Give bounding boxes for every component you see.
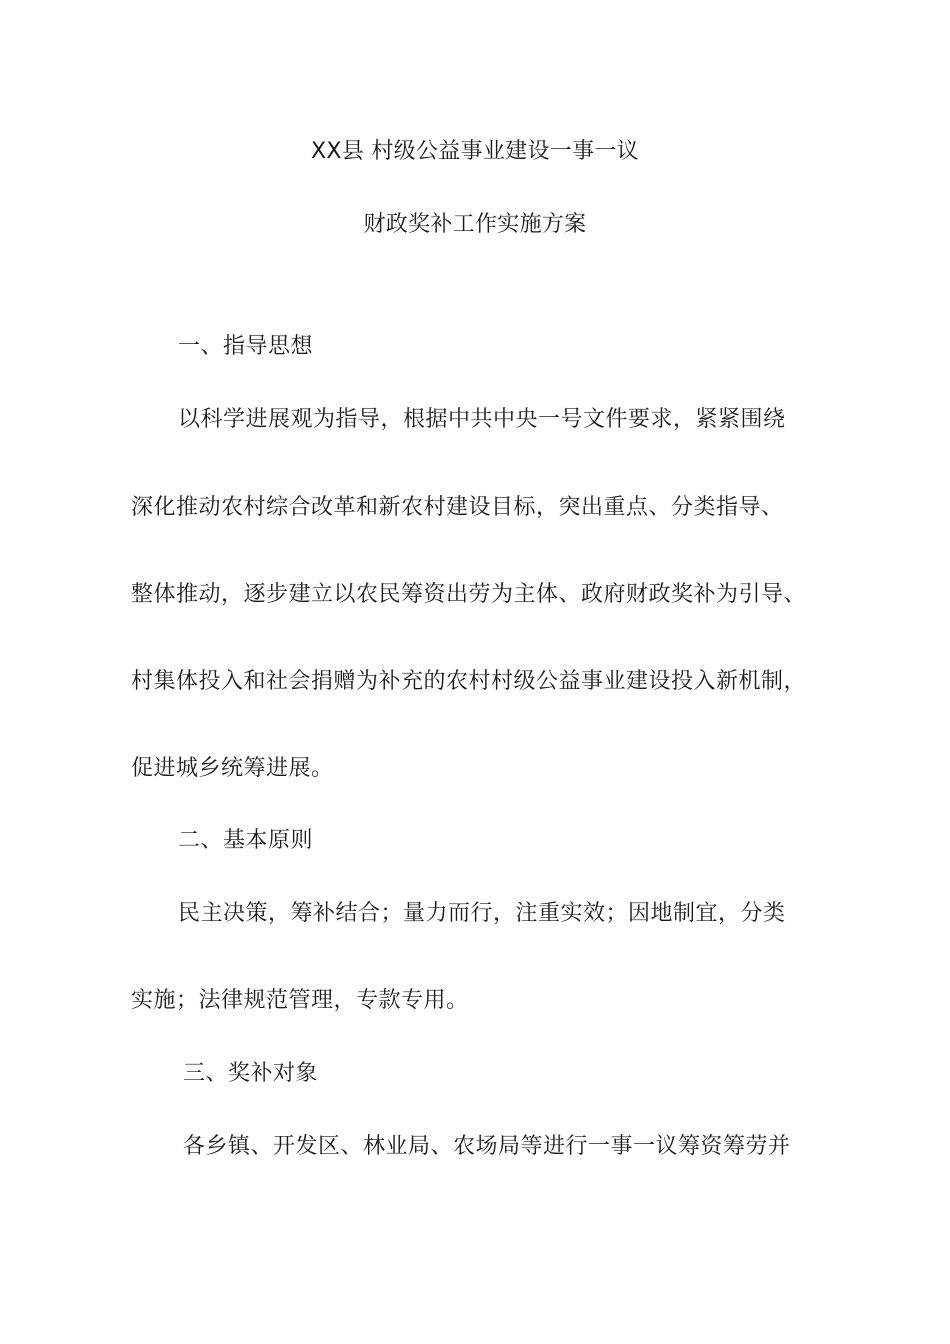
section-3-heading: 三、奖补对象 [183,1061,319,1086]
section-1-paragraph-line: 以科学进展观为指导，根据中共中央一号文件要求，紧紧围绕 [178,407,786,432]
section-1-paragraph-line: 村集体投入和社会捐赠为补充的农村村级公益事业建设投入新机制， [131,669,807,694]
document-title-line-2: 财政奖补工作实施方案 [363,212,587,237]
section-1-paragraph-line: 促进城乡统筹进展。 [131,756,334,781]
section-1-heading: 一、指导思想 [178,334,314,359]
section-1-paragraph-line: 深化推动农村综合改革和新农村建设目标，突出重点、分类指导、 [131,495,784,520]
section-2-heading: 二、基本原则 [178,828,314,853]
section-1-paragraph-line: 整体推动，逐步建立以农民筹资出劳为主体、政府财政奖补为引导、 [131,582,807,607]
document-title-line-1: XX县 村级公益事业建设一事一议 [311,139,639,164]
section-2-paragraph-line: 民主决策，筹补结合；量力而行，注重实效；因地制宜，分类 [178,901,786,926]
section-3-paragraph-line: 各乡镇、开发区、林业局、农场局等进行一事一议筹资筹劳并 [183,1134,791,1159]
section-2-paragraph-line: 实施；法律规范管理，专款专用。 [131,988,469,1013]
